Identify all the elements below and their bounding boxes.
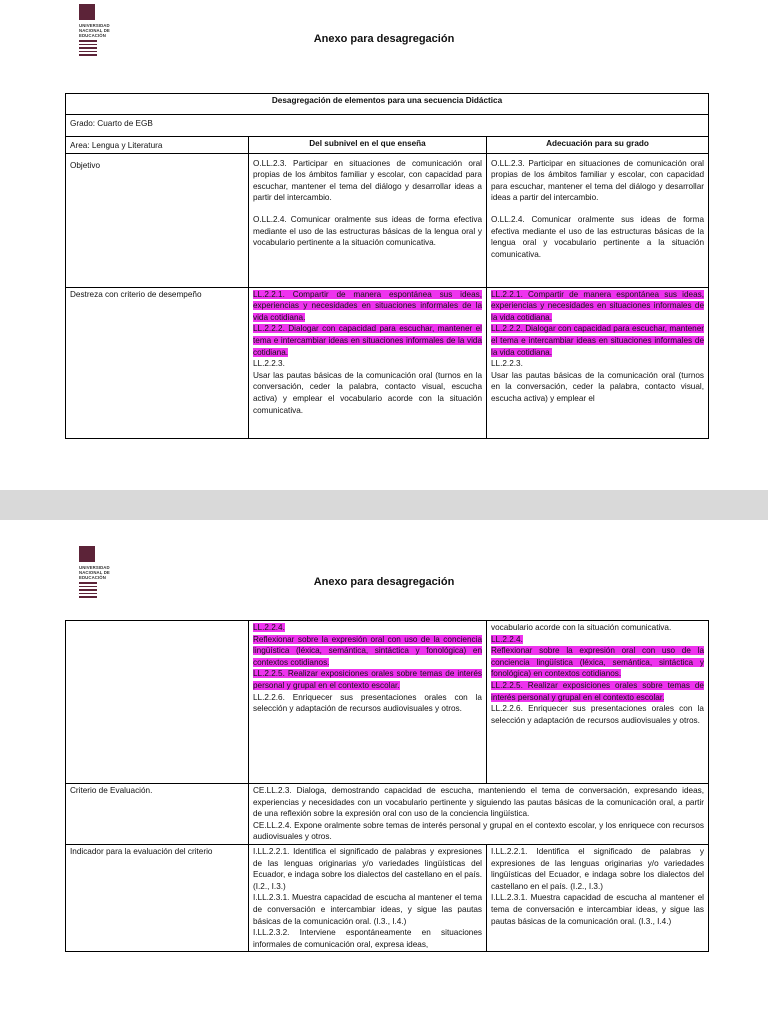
destreza-223-code: LL.2.2.3. [253,359,285,369]
destreza-label: Destreza con criterio de desempeño [66,287,249,438]
ind-ade-1: I.LL.2.2.1. Identifica el significado de palabras y expresiones de las lenguas originarias y/o variedades lingüísticas del Ecuador, e indaga sobre los dialectos del castellano en el país. (I.2., I.3.) [491,846,704,891]
objetivo-ade-1: O.LL.2.3. Participar en situaciones de comunicación oral propias de los ámbitos familiar y escolar, con capacidad para escuchar, mantener el tema del diálogo y desarrollar ideas a partir del intercambio. [491,158,705,203]
ind-sub-3: I.LL.2.3.2. Interviene espontáneamente en situaciones informales de comunicación oral, expresa ideas, [253,928,482,949]
dest-sub-224-text: Reflexionar sobre la expresión oral con uso de la conciencia lingüística (léxica, semántica, sintáctica y fonológica) en contextos cotidianos. [253,634,482,667]
dest-ade-224-text: Reflexionar sobre la expresión oral con uso de la conciencia lingüística (léxica, semántica, sintáctica y fonológica) en contextos cotidianos. [491,646,704,679]
destreza-continued-subnivel [249,621,487,784]
criterio-cell [249,784,709,845]
desagregacion-table-continued [65,620,709,952]
destreza-continued-adecuacion [487,621,709,784]
dest-sub-225-text: LL.2.2.5. Realizar exposiciones orales sobre temas de interés personal y grupal en el contexto escolar. [253,669,482,690]
destreza-ade-222-highlight: LL.2.2.2. Dialogar con capacidad para escuchar, mantener el tema e intercambiar ideas en situaciones informales de la vida cotidiana. [491,324,705,357]
logo-text: UNIVERSIDAD NACIONAL DE EDUCACIÓN [79,23,110,38]
indicador-row [66,844,709,951]
page-1 [0,0,768,490]
area-cell: Area: Lengua y Literatura [66,137,249,154]
page-heading: Anexo para desagregación [313,576,455,588]
destreza-subnivel-cell [249,287,487,438]
col-header-adecuacion: Adecuación para su grado [487,137,709,154]
indicador-subnivel-cell [249,844,487,951]
destreza-continued-row [66,621,709,784]
objetivo-subnivel-cell [249,153,487,287]
ind-sub-1: I.LL.2.2.1. Identifica el significado de palabras y expresiones de las lenguas originarias y/o variedades lingüísticas del Ecuador, e indaga sobre los dialectos del castellano en el país. (I.2., I.3.) [253,846,482,891]
destreza-continued-label [66,621,249,784]
objetivo-adecuacion-cell [487,153,709,287]
area-row [66,137,709,154]
university-logo [79,546,119,598]
desagregacion-table [65,93,709,439]
objetivo-sub-2: O.LL.2.4. Comunicar oralmente sus ideas de forma efectiva mediante el uso de las estructuras básicas de la lengua oral y vocabulario pertinente a la situación comunicativa. [253,214,482,248]
dest-ade-vocab-text: vocabulario acorde con la situación comunicativa. [491,623,672,632]
destreza-ade-223-code: LL.2.2.3. [491,359,523,369]
criterio-label: Criterio de Evaluación. [66,784,249,845]
col-header-subnivel: Del subnivel en el que enseña [249,137,487,154]
objetivo-ade-2: O.LL.2.4. Comunicar oralmente sus ideas de forma efectiva mediante el uso de las estructuras básicas de la lengua oral y vocabulario pertinente a la situación comunicativa. [491,214,705,259]
destreza-221-highlight: LL.2.2.1. Compartir de manera espontánea sus ideas, experiencias y necesidades en situaciones informales de la vida cotidiana. [253,289,482,322]
dest-ade-224-code: LL.2.2.4. [491,634,523,644]
dest-sub-224-code: LL.2.2.4. [253,623,285,632]
page-heading: Anexo para desagregación [313,33,455,45]
dest-ade-226-text: LL.2.2.6. Enriquecer sus presentaciones orales con la selección y adaptación de recursos audiovisuales y otros. [491,704,704,725]
objetivo-label: Objetivo [66,153,249,287]
destreza-row [66,287,709,438]
destreza-222-highlight: LL.2.2.2. Dialogar con capacidad para escuchar, mantener el tema e intercambiar ideas en situaciones informales de la vida cotidiana. [253,324,482,357]
destreza-ade-221-highlight: LL.2.2.1. Compartir de manera espontánea sus ideas, experiencias y necesidades en situaciones informales de la vida cotidiana. [491,289,705,322]
indicador-label: Indicador para la evaluación del criterio [66,844,249,951]
criterio-text-2: CE.LL.2.4. Expone oralmente sobre temas de interés personal y grupal en el contexto escolar, y los enriquece con recursos audiovisuales y otros. [253,820,704,842]
table-title-row [66,94,709,115]
grado-row [66,115,709,137]
ind-sub-2: I.LL.2.3.1. Muestra capacidad de escucha al mantener el tema de conversación e intercambiar ideas, y sigue las pautas básicas de la comunicación oral. (I.3., I.4.) [253,893,482,926]
dest-sub-226-text: LL.2.2.6. Enriquecer sus presentaciones orales con la selección y adaptación de recursos audiovisuales y otros. [253,692,482,714]
university-logo [79,4,119,56]
objetivo-sub-1: O.LL.2.3. Participar en situaciones de comunicación oral propias de los ámbitos familiar y escolar, con capacidad para escuchar, mantener el tema del diálogo y desarrollar ideas a partir del intercambio. [253,158,482,203]
criterio-text-1: CE.LL.2.3. Dialoga, demostrando capacidad de escucha, manteniendo el tema de conversación, expresando ideas, experiencias y necesidades con un vocabulario pertinente y siguiendo las pautas básicas de la comunicación oral, a partir de una reflexión sobre la expresión oral con uso de la conciencia lingüística. [253,786,704,819]
criterio-row [66,784,709,845]
page-2 [0,520,768,1024]
logo-square-icon [79,546,95,562]
indicador-adecuacion-cell [487,844,709,951]
destreza-adecuacion-cell [487,287,709,438]
table-title: Desagregación de elementos para una secuencia Didáctica [66,94,709,115]
objetivo-row [66,153,709,287]
ind-ade-2: I.LL.2.3.1. Muestra capacidad de escucha al mantener el tema de conversación e intercambiar ideas, y sigue las pautas básicas de la comunicación oral. (I.3., I.4.) [491,893,704,926]
logo-square-icon [79,4,95,20]
grado-cell: Grado: Cuarto de EGB [66,115,709,137]
dest-ade-225-text: LL.2.2.5. Realizar exposiciones orales sobre temas de interés personal y grupal en el contexto escolar. [491,680,704,702]
logo-text: UNIVERSIDAD NACIONAL DE EDUCACIÓN [79,565,110,580]
destreza-223-text: Usar las pautas básicas de la comunicación oral (turnos en la conversación, ceder la palabra, contacto visual, escucha activa) y emplear el vocabulario acorde con la situación comunicativa. [253,370,482,415]
destreza-ade-223-text: Usar las pautas básicas de la comunicación oral (turnos en la conversación, ceder la palabra, contacto visual, escucha activa) y emplear el [491,370,705,403]
